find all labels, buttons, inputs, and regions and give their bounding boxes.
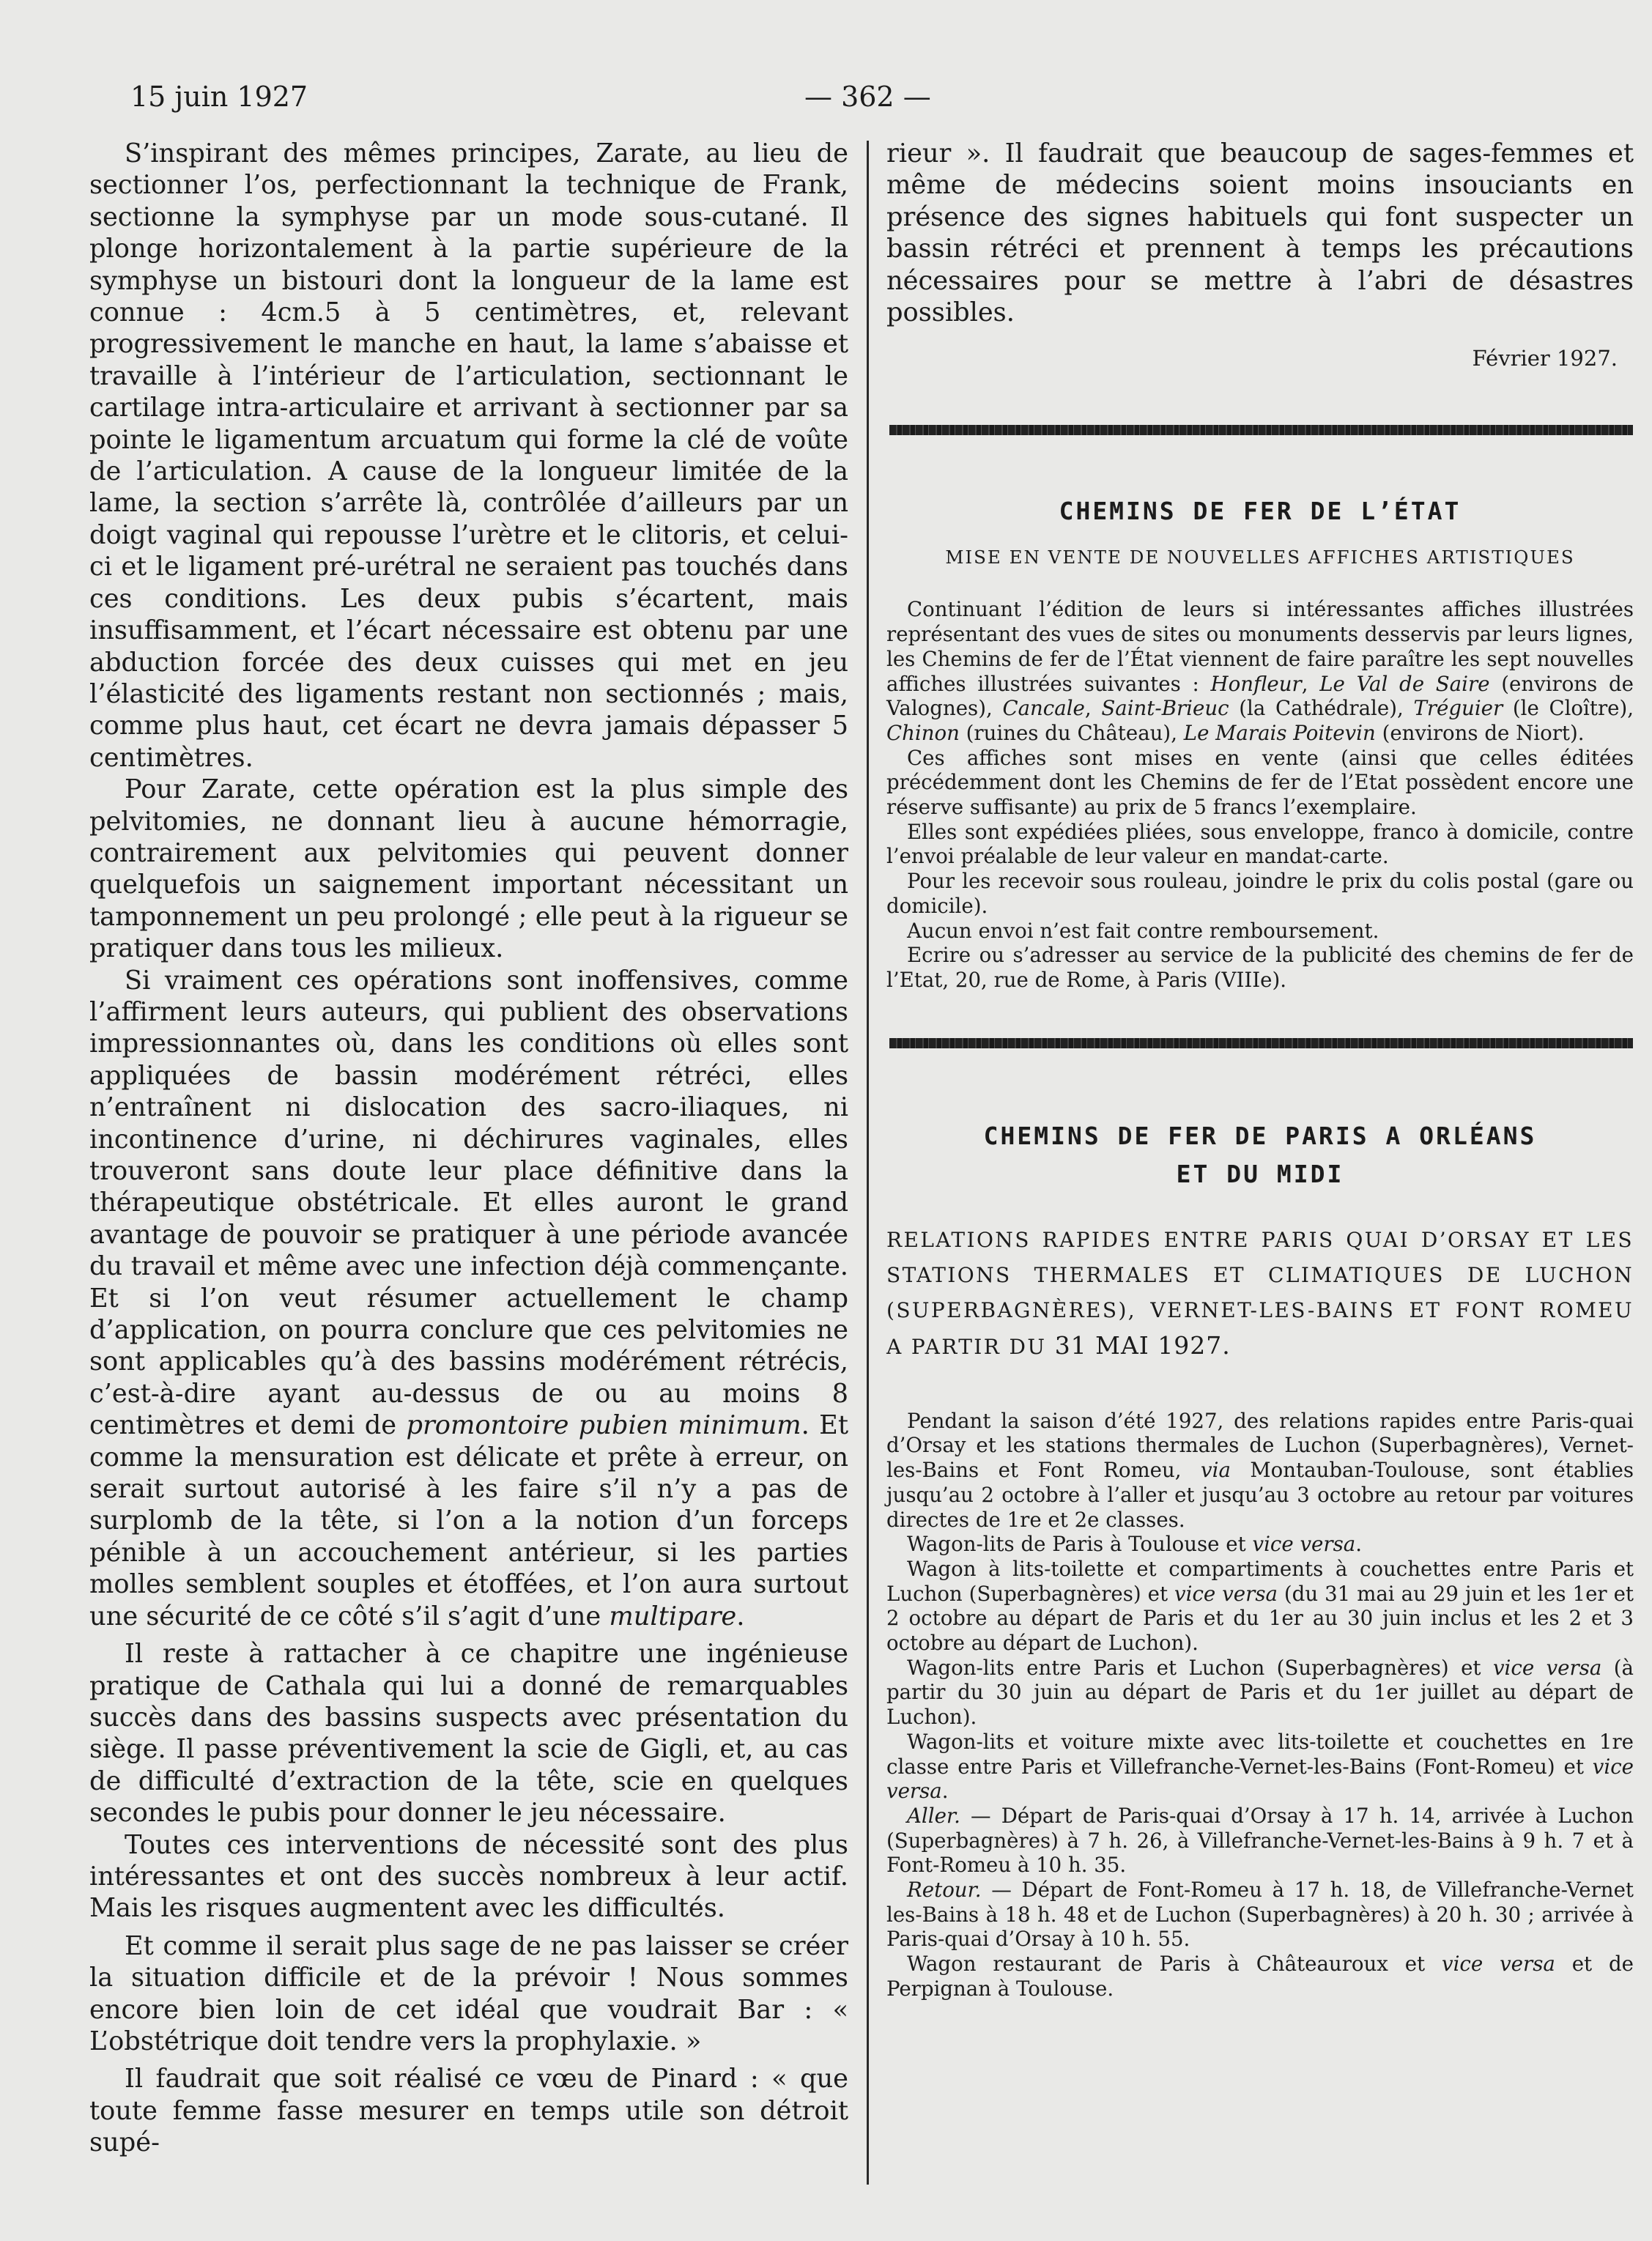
section-chemins-orleans bbox=[886, 1117, 1634, 2001]
paragraph: Pour Zarate, cette opération est la plus simple des pelvitomies, ne donnant lieu à aucune hémorragie, contrairement aux pelvitomies qui peuvent donner quelquefois un saignement important nécessitant un tamponnement un peu prolongé ; elle peut à la rigueur se pratiquer dans tous les milieux. bbox=[89, 774, 848, 964]
section-title-line: CHEMINS DE FER DE PARIS A ORLÉANS bbox=[983, 1121, 1537, 1150]
paragraph: Aucun envoi n’est fait contre remboursement. bbox=[907, 918, 1379, 943]
poster-note: (la Cathédrale), bbox=[1239, 696, 1404, 721]
paragraph: Elles sont expédiées pliées, sous enveloppe, franco à domicile, contre l’envoi préalable de leur valeur en mandat-carte. bbox=[886, 819, 1634, 869]
punctuation: . bbox=[941, 1779, 949, 1804]
paragraph-text: Wagon-lits et voiture mixte avec lits-toilette et couchettes en 1re classe entre Paris et Villefranche-Vernet-les-Bains (Font-Romeu) et bbox=[886, 1729, 1634, 1779]
paragraph-text: — Départ de Font-Romeu à 17 h. 18, de Villefranche-Vernet les-Bains à 18 h. 48 et de Luchon (Superbagnères) à 20 h. 30 ; arrivée à Paris-quai d’Orsay à 10 h. 55. bbox=[886, 1878, 1634, 1952]
left-column bbox=[89, 138, 848, 2159]
paragraph: Toutes ces interventions de nécessité sont des plus intéressantes et ont des succès nombreux à leur actif. Mais les risques augmentent avec les difficultés. bbox=[89, 1829, 848, 1924]
paragraph-text: Wagon à lits-toilette et compartiments à couchettes entre Paris et Luchon (Superbagnères) et bbox=[886, 1556, 1634, 1606]
section-body bbox=[886, 1409, 1634, 2001]
section-subtitle bbox=[886, 1223, 1634, 1365]
paragraph bbox=[886, 1804, 1634, 1878]
article-signature: Février 1927. bbox=[1472, 346, 1618, 371]
paragraph: Et comme il serait plus sage de ne pas laisser se créer la situation difficile et de la prévoir ! Nous sommes encore bien loin de cet idéal que voudrait Bar : « L’obstétrique doit tendre vers la prophylaxie. » bbox=[89, 1930, 848, 2056]
paragraph-text: . Et comme la mensuration est délicate et prête à erreur, on serait surtout autorisé à les faire s’il n’y a pas de surplomb de la tête, si l’on a la notion d’un forceps pénible à un accouchement antérieur, si les parties molles semblent souples et étoffées, et l’on aura surtout une sécurité de ce côté s’il s’agit d’une bbox=[89, 1410, 848, 1631]
paragraph-text: Si vraiment ces opérations sont inoffensives, comme l’affirment leurs auteurs, qui publient des observations impressionnantes où, dans les conditions où elles sont appliquées de bassin modérément rétréci, elles n’entraînent ni dislocation des sacro-iliaques, ni incontinence d’urine, ni déchirures vaginales, elles trouveront sans doute leur place définitive dans la thérapeutique obstétricale. Et elles auront le grand avantage de pouvoir se pratiquer à une période avancée du travail et même avec une infection déjà commençante. Et si l’on veut résumer actuellement le champ d’application, on pourra conclure que ces pelvitomies ne sont applicables qu’à des bassins modérément rétrécis, c’est-à-dire ayant au-dessus de ou au moins 8 centimètres et demi de bbox=[89, 965, 848, 1441]
paragraph-text: Pendant la saison d’été 1927, des relations rapides entre Paris-quai d’Orsay et les stations thermales de Luchon (Superbagnères), Vernet-les-Bains et Font Romeu, bbox=[886, 1408, 1634, 1483]
poster-title: Le Val de Saire bbox=[1319, 671, 1490, 696]
italic-term: vice versa bbox=[1442, 1952, 1555, 1977]
paragraph: Il reste à rattacher à ce chapitre une ingénieuse pratique de Cathala qui lui a donné de remarquables succès dans des bassins suspects avec présentation du siège. Il passe préventivement la scie de Gigli, et, au cas de difficulté d’extraction de la tête, scie en quelques secondes le pubis pour donner le jeu nécessaire. bbox=[89, 1639, 848, 1829]
poster-note: (environs de Niort). bbox=[1382, 720, 1585, 745]
section-title: CHEMINS DE FER DE L’ÉTAT bbox=[1059, 497, 1462, 526]
section-body bbox=[886, 597, 1634, 992]
right-column bbox=[886, 138, 1634, 2001]
paragraph-text: Wagon restaurant de Paris à Châteauroux et bbox=[907, 1952, 1426, 1977]
poster-title: Tréguier bbox=[1413, 696, 1503, 721]
italic-term: vice versa bbox=[1492, 1655, 1602, 1680]
paragraph-text: Wagon-lits entre Paris et Luchon (Superbagnères) et bbox=[907, 1655, 1481, 1680]
italic-term: vice versa bbox=[886, 1754, 1634, 1804]
italic-term: vice versa bbox=[1252, 1532, 1356, 1557]
poster-title: Honfleur bbox=[1210, 671, 1302, 696]
subtitle-date: 31 MAI 1927. bbox=[1054, 1330, 1231, 1360]
paragraph: Pour les recevoir sous rouleau, joindre le prix du colis postal (gare ou domicile). bbox=[886, 869, 1634, 918]
page-number: — 362 — bbox=[804, 81, 931, 113]
paragraph bbox=[886, 597, 1634, 745]
paragraph-text: (à partir du 30 juin au départ de Paris et du 1er juillet au départ de Luchon). bbox=[886, 1655, 1634, 1730]
punctuation: . bbox=[736, 1601, 745, 1631]
italic-label: Retour. bbox=[907, 1878, 982, 1903]
horizontal-rule bbox=[889, 1038, 1633, 1048]
paragraph bbox=[886, 1878, 1634, 1952]
poster-title: Chinon bbox=[886, 720, 960, 745]
horizontal-rule bbox=[889, 425, 1633, 435]
section-chemins-etat bbox=[886, 492, 1634, 992]
poster-title: Saint-Brieuc bbox=[1101, 696, 1229, 721]
paragraph bbox=[886, 1952, 1634, 2001]
paragraph-text: Wagon-lits de Paris à Toulouse et bbox=[907, 1532, 1246, 1557]
punctuation: , bbox=[1301, 671, 1308, 696]
issue-date: 15 juin 1927 bbox=[130, 81, 308, 113]
italic-term: via bbox=[1201, 1458, 1231, 1483]
paragraph-text: (du 31 mai au 29 juin et les 1er et 2 octobre au départ de Paris et du 1er au 30 juin inclus et les 2 et 3 octobre au départ de Luchon). bbox=[886, 1581, 1634, 1656]
italic-label: Aller. bbox=[907, 1803, 960, 1828]
section-title-line: ET DU MIDI bbox=[1176, 1159, 1344, 1188]
subtitle-text: RELATIONS RAPIDES ENTRE PARIS QUAI D’ORSAY ET LES STATIONS THERMALES ET CLIMATIQUES DE LUCHON (SUPERBAGNÈRES), VERNET-LES-BAINS ET FONT ROMEU A PARTIR DU bbox=[886, 1227, 1634, 1359]
section-subtitle: MISE EN VENTE DE NOUVELLES AFFICHES ARTISTIQUES bbox=[945, 547, 1575, 568]
paragraph-text: Continuant l’édition de leurs si intéressantes affiches illustrées représentant des vues de sites ou monuments desservis par leurs lignes, les Chemins de fer de l’État viennent de faire paraître les sept nouvelles affiches illustrées suivantes : bbox=[886, 597, 1634, 696]
page-header bbox=[130, 81, 1522, 125]
column-divider bbox=[867, 141, 869, 2185]
paragraph-text: Montauban-Toulouse, sont établies jusqu’au 2 octobre à l’aller et jusqu’au 3 octobre au retour par voitures directes de 1re et 2e classes. bbox=[886, 1458, 1634, 1532]
paragraph: Ces affiches sont mises en vente (ainsi que celles éditées précédemment dont les Chemins de fer de l’Etat possèdent encore une réserve suffisante) au prix de 5 francs l’exemplaire. bbox=[886, 745, 1634, 820]
punctuation: . bbox=[1355, 1532, 1362, 1557]
poster-note: (environs de Valognes), bbox=[886, 671, 1634, 721]
poster-note: (ruines du Château), bbox=[966, 720, 1177, 745]
italic-term: promontoire pubien minimum bbox=[406, 1410, 801, 1441]
paragraph: rieur ». Il faudrait que beaucoup de sages-femmes et même de médecins soient moins insouciants en présence des signes habituels qui font suspecter un bassin rétréci et prennent à temps les précautions nécessaires pour se mettre à l’abri de désastres possibles. bbox=[886, 138, 1634, 328]
punctuation: , bbox=[1084, 696, 1092, 721]
paragraph: Il faudrait que soit réalisé ce vœu de Pinard : « que toute femme fasse mesurer en temps utile son détroit supé- bbox=[89, 2064, 848, 2158]
poster-title: Le Marais Poitevin bbox=[1183, 720, 1376, 745]
poster-title: Cancale bbox=[1002, 696, 1085, 721]
paragraph: S’inspirant des mêmes principes, Zarate, au lieu de sectionner l’os, perfectionnant la technique de Frank, sectionne la symphyse par un mode sous-cutané. Il plonge horizontalement à la partie supérieure de la symphyse un bistouri dont la longueur de la lame est connue : 4cm.5 à 5 centimètres, et, relevant progressivement le manche en haut, la lame s’abaisse et travaille à l’intérieur de l’articulation, sectionnant le cartilage intra-articulaire et arrivant à sectionner par sa pointe le ligamentum arcuatum qui forme la clé de voûte de l’articulation. A cause de la longueur limitée de la lame, la section s’arrête là, contrôlée d’ailleurs par un doigt vaginal qui repousse l’urètre et le clitoris, et celui-ci et le ligament pré-urétral ne seraient pas touchés dans ces conditions. Les deux pubis s’écartent, mais insuffisamment, et l’écart nécessaire est obtenu par une abduction forcée des deux cuisses qui met en jeu l’élasticité des ligaments restant non sectionnés ; mais, comme plus haut, cet écart ne devra jamais dépasser 5 centimètres. bbox=[89, 138, 848, 773]
italic-term: multipare bbox=[609, 1601, 737, 1631]
italic-term: vice versa bbox=[1174, 1581, 1278, 1606]
paragraph-text: — Départ de Paris-quai d’Orsay à 17 h. 14, arrivée à Luchon (Superbagnères) à 7 h. 26, à Villefranche-Vernet-les-Bains à 9 h. 7 et à Font-Romeu à 10 h. 35. bbox=[886, 1803, 1634, 1878]
poster-note: (le Cloître), bbox=[1512, 696, 1634, 721]
paragraph bbox=[89, 965, 848, 1633]
paragraph bbox=[886, 1656, 1634, 1730]
article-continuation bbox=[886, 138, 1634, 328]
paragraph bbox=[886, 1730, 1634, 1804]
paragraph bbox=[886, 1532, 1634, 1557]
paragraph: Ecrire ou s’adresser au service de la publicité des chemins de fer de l’Etat, 20, rue de Rome, à Paris (VIIIe). bbox=[886, 943, 1634, 992]
paragraph bbox=[886, 1557, 1634, 1656]
paragraph-text: et de Perpignan à Toulouse. bbox=[886, 1952, 1634, 2001]
paragraph bbox=[886, 1409, 1634, 1533]
